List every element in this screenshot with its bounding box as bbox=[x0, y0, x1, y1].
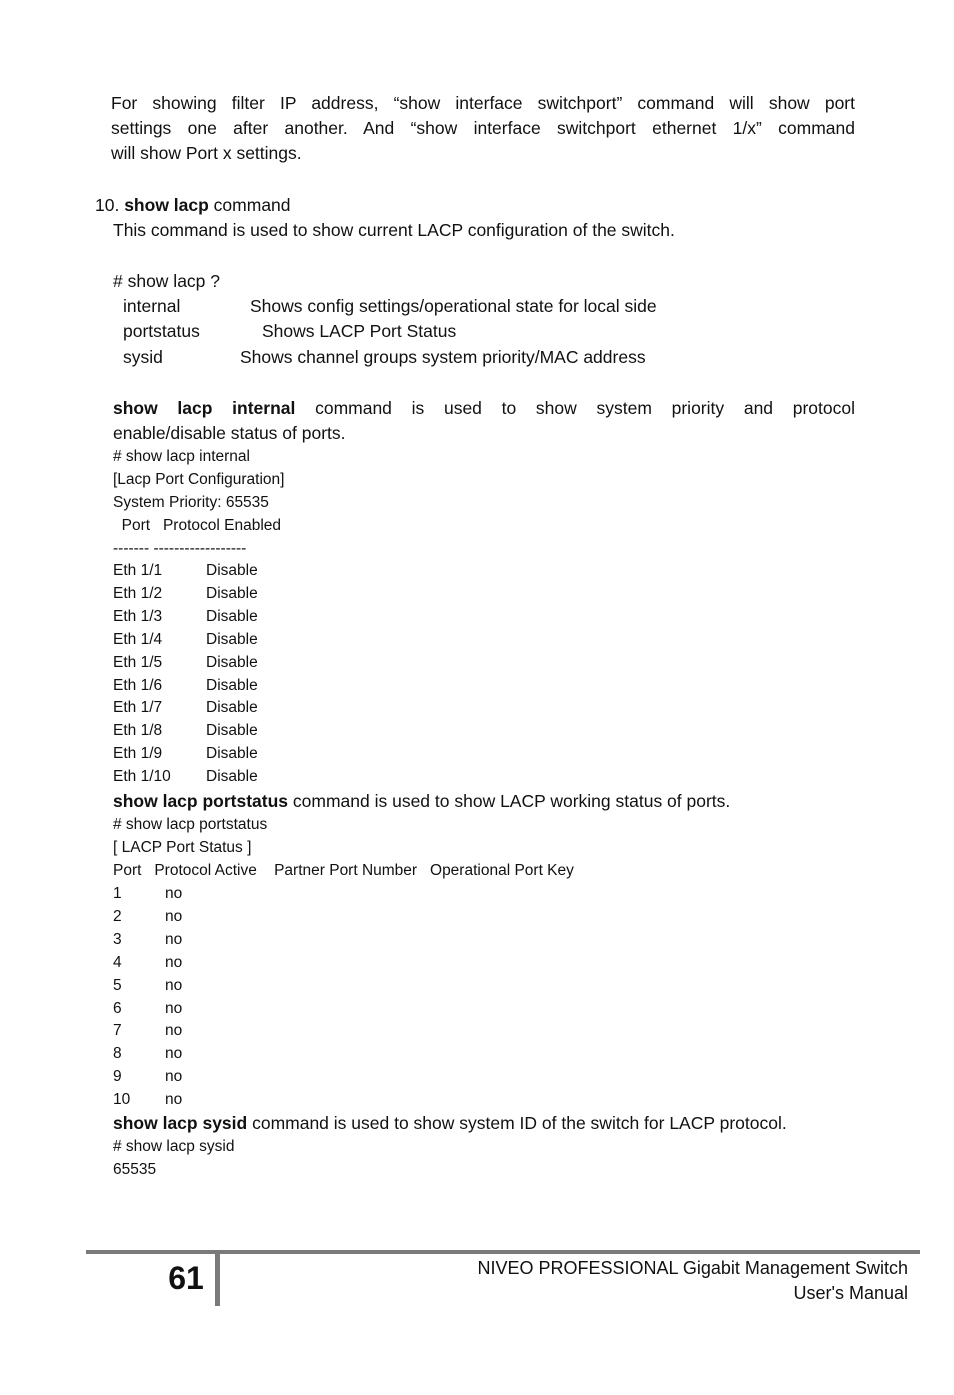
intro-line-2: settings one after another. And “show interface switchport ethernet 1/x” command bbox=[111, 118, 855, 138]
help-item-name: internal bbox=[123, 296, 181, 316]
port-cell: Eth 1/2 bbox=[113, 584, 163, 602]
page-number: 61 bbox=[168, 1260, 204, 1296]
portstatus-header: Port Protocol Active Partner Port Number Operational Port Key bbox=[113, 862, 574, 879]
port-cell: Eth 1/8 bbox=[113, 722, 163, 740]
sysid-value: 65535 bbox=[113, 1161, 157, 1178]
port-cell: Eth 1/3 bbox=[113, 607, 163, 625]
portstatus-table bbox=[113, 883, 313, 1113]
status-cell: Disable bbox=[206, 768, 258, 786]
active-cell: no bbox=[165, 1091, 183, 1109]
portstatus-title: [ LACP Port Status ] bbox=[113, 839, 252, 856]
port-cell: Eth 1/7 bbox=[113, 699, 163, 717]
port-cell: 2 bbox=[113, 907, 122, 925]
sysid-lead bbox=[113, 1111, 787, 1137]
port-cell: Eth 1/4 bbox=[113, 630, 163, 648]
help-item-desc: Shows config settings/operational state for local side bbox=[250, 296, 657, 316]
port-cell: Eth 1/1 bbox=[113, 562, 163, 579]
internal-cmd: # show lacp internal bbox=[113, 448, 250, 465]
port-cell: 6 bbox=[113, 999, 122, 1017]
footer-title-line-2: User's Manual bbox=[793, 1283, 908, 1303]
status-cell: Disable bbox=[206, 745, 258, 763]
internal-priority: System Priority: 65535 bbox=[113, 494, 269, 511]
sysid-lead-command: show lacp sysid bbox=[113, 1113, 248, 1133]
help-item-name: sysid bbox=[123, 347, 163, 367]
help-item-desc: Shows channel groups system priority/MAC address bbox=[240, 347, 646, 367]
active-cell: no bbox=[165, 1045, 183, 1063]
help-prompt: # show lacp ? bbox=[113, 271, 221, 291]
port-cell: 9 bbox=[113, 1068, 122, 1086]
port-cell: Eth 1/6 bbox=[113, 676, 163, 694]
section-heading-command: show lacp bbox=[124, 195, 209, 215]
intro-line-3: will show Port x settings. bbox=[111, 143, 302, 163]
port-cell: 7 bbox=[113, 1022, 122, 1040]
internal-title: [Lacp Port Configuration] bbox=[113, 471, 285, 488]
sysid-cmd: # show lacp sysid bbox=[113, 1138, 235, 1155]
active-cell: no bbox=[165, 999, 183, 1017]
internal-lead-text: command is used to show system priority and protocol bbox=[295, 398, 855, 418]
port-cell: 3 bbox=[113, 930, 122, 948]
status-cell: Disable bbox=[206, 584, 258, 602]
internal-lead-line-2: enable/disable status of ports. bbox=[113, 423, 346, 443]
portstatus-lead-command: show lacp portstatus bbox=[113, 791, 289, 811]
status-cell: Disable bbox=[206, 653, 258, 671]
sysid-lead-text: command is used to show system ID of the switch for LACP protocol. bbox=[247, 1113, 787, 1133]
footer-title bbox=[478, 1256, 909, 1306]
footer-title-line-1: NIVEO PROFESSIONAL Gigabit Management Switch bbox=[477, 1258, 908, 1278]
intro-line-1: For showing filter IP address, “show interface switchport” command will show port bbox=[111, 93, 855, 113]
internal-table bbox=[113, 560, 373, 790]
status-cell: Disable bbox=[206, 699, 258, 717]
status-cell: Disable bbox=[206, 676, 258, 694]
port-cell: 10 bbox=[113, 1091, 131, 1109]
section-heading bbox=[95, 193, 291, 219]
internal-header: Port Protocol Enabled bbox=[113, 517, 282, 534]
active-cell: no bbox=[165, 953, 183, 971]
port-cell: 8 bbox=[113, 1045, 122, 1063]
active-cell: no bbox=[165, 930, 183, 948]
port-cell: Eth 1/9 bbox=[113, 745, 163, 763]
port-cell: Eth 1/5 bbox=[113, 653, 163, 671]
active-cell: no bbox=[165, 1022, 183, 1040]
status-cell: Disable bbox=[206, 607, 258, 625]
active-cell: no bbox=[165, 976, 183, 994]
internal-lead bbox=[113, 396, 855, 422]
section-heading-suffix: command bbox=[208, 195, 291, 215]
status-cell: Disable bbox=[206, 562, 258, 579]
help-item-desc: Shows LACP Port Status bbox=[262, 321, 457, 341]
internal-lead-command: show lacp internal bbox=[113, 398, 296, 418]
status-cell: Disable bbox=[206, 722, 258, 740]
footer-rule bbox=[86, 1250, 920, 1254]
port-cell: 4 bbox=[113, 953, 122, 971]
port-cell: Eth 1/10 bbox=[113, 768, 171, 786]
portstatus-lead-text: command is used to show LACP working status of ports. bbox=[288, 791, 731, 811]
internal-divider: ------- ------------------ bbox=[113, 540, 247, 557]
active-cell: no bbox=[165, 885, 183, 902]
active-cell: no bbox=[165, 907, 183, 925]
port-cell: 5 bbox=[113, 976, 122, 994]
section-description: This command is used to show current LACP configuration of the switch. bbox=[113, 220, 675, 240]
portstatus-lead bbox=[113, 789, 730, 815]
status-cell: Disable bbox=[206, 630, 258, 648]
section-number: 10. bbox=[95, 195, 120, 215]
active-cell: no bbox=[165, 1068, 183, 1086]
help-item-name: portstatus bbox=[123, 321, 200, 341]
portstatus-cmd: # show lacp portstatus bbox=[113, 816, 268, 833]
port-cell: 1 bbox=[113, 885, 122, 902]
